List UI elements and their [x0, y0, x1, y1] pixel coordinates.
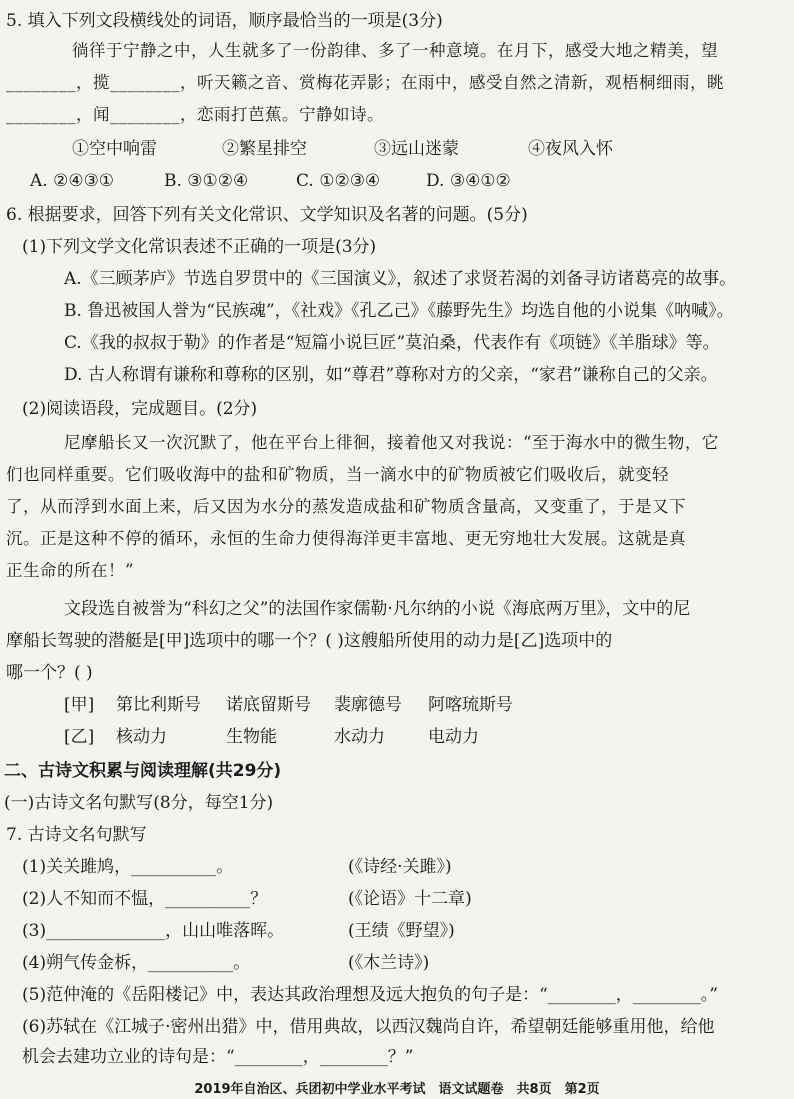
- q5-passage-line: 徜徉于宁静之中，人生就多了一份韵律、多了一种意境。在月下，感受大地之精美，望: [72, 41, 718, 60]
- q5-phrase: ③远山迷蒙: [374, 139, 459, 159]
- recite-item-6-cont: 机会去建功立业的诗句是：“________，________？”: [22, 1047, 414, 1067]
- section-title: 二、古诗文积累与阅读理解(共29分): [4, 761, 282, 781]
- yi-label: [乙]: [64, 727, 95, 747]
- jia-option: 裴廓德号: [334, 695, 402, 715]
- q6-option-c: C.《我的叔叔于勒》的作者是“短篇小说巨匠”莫泊桑，代表作有《项链》《羊脂球》等。: [64, 333, 720, 353]
- q6-excerpt-line: 们也同样重要。它们吸收海中的盐和矿物质，当一滴水中的矿物质被它们吸收后，就变轻: [6, 465, 669, 484]
- recite-source: (《诗经·关雎》): [348, 857, 452, 877]
- q6-sub2: (2)阅读语段，完成题目。(2分): [22, 399, 258, 419]
- recite-item: (2)人不知而不愠，__________？: [22, 889, 268, 909]
- jia-option: 诺底留斯号: [226, 695, 311, 715]
- jia-option: 阿喀琉斯号: [428, 695, 513, 715]
- jia-option: 第比利斯号: [116, 695, 201, 715]
- q5-phrase: ①空中响雷: [72, 139, 157, 159]
- recite-item-6: (6)苏轼在《江城子·密州出猎》中，借用典故，以西汉魏尚自许，希望朝廷能够重用他，给他: [22, 1017, 715, 1037]
- q6-excerpt-line: 了，从而浮到水面上来，后又因为水分的蒸发造成盐和矿物质含量高，又变重了，于是又下: [6, 497, 686, 516]
- q5-stem: 5. 填入下列文段横线处的词语，顺序最恰当的一项是(3分): [6, 11, 443, 31]
- page-footer: 2019年自治区、兵团初中学业水平考试 语文试题卷 共8页 第2页: [194, 1082, 600, 1097]
- q6-question-line: 哪一个？( ): [6, 663, 93, 683]
- q5-phrase: ②繁星排空: [222, 139, 307, 159]
- recite-item-5: (5)范仲淹的《岳阳楼记》中，表达其政治理想及远大抱负的句子是：“________，________。”: [22, 985, 718, 1005]
- q6-excerpt-line: 尼摩船长又一次沉默了，他在平台上徘徊，接着他又对我说：“至于海水中的微生物，它: [64, 433, 719, 452]
- q6-excerpt-line: 沉。正是这种不停的循环，永恒的生命力使得海洋更丰富地、更无穷地壮大发展。这就是真: [6, 529, 686, 548]
- q6-option-b: B. 鲁迅被国人誉为“民族魂”，《社戏》《孔乙己》《藤野先生》均选自他的小说集《呐喊》。: [64, 301, 734, 321]
- jia-label: [甲]: [64, 695, 95, 715]
- q5-choice-b: B. ③①②④: [164, 171, 249, 191]
- q5-passage-line: ________，闻________，恋雨打芭蕉。宁静如诗。: [6, 105, 384, 124]
- q5-passage-line: ________，揽________，听天籁之音、赏梅花弄影；在雨中，感受自然之清新，观梧桐细雨，眺: [6, 73, 724, 92]
- yi-option: 生物能: [226, 727, 277, 747]
- recite-source: (《木兰诗》): [348, 953, 430, 973]
- q5-choice-d: D. ③④①②: [426, 171, 511, 191]
- q6-sub1: (1)下列文学文化常识表述不正确的一项是(3分): [22, 237, 377, 257]
- q6-question-line: 文段选自被誉为“科幻之父”的法国作家儒勒·凡尔纳的小说《海底两万里》，文中的尼: [64, 599, 691, 619]
- q6-stem: 6. 根据要求，回答下列有关文化常识、文学知识及名著的问题。(5分): [6, 205, 528, 225]
- q6-excerpt-line: 正生命的所在！”: [6, 561, 134, 580]
- q6-option-a: A.《三顾茅庐》节选自罗贯中的《三国演义》，叙述了求贤若渴的刘备寻访诸葛亮的故事。: [64, 269, 737, 289]
- recite-source: (王绩《野望》): [348, 921, 455, 941]
- q7-stem: 7. 古诗文名句默写: [6, 825, 147, 845]
- yi-option: 电动力: [428, 727, 479, 747]
- yi-option: 核动力: [116, 727, 167, 747]
- q6-question-line: 摩船长驾驶的潜艇是[甲]选项中的哪一个？( )这艘船所使用的动力是[乙]选项中的: [6, 631, 613, 651]
- q5-phrase: ④夜风入怀: [528, 139, 613, 159]
- recite-item: (1)关关雎鸠，__________。: [22, 857, 234, 877]
- recite-source: (《论语》十二章): [348, 889, 472, 909]
- q5-choice-c: C. ①②③④: [296, 171, 381, 191]
- yi-option: 水动力: [334, 727, 385, 747]
- part-title: (一)古诗文名句默写(8分，每空1分): [4, 793, 274, 813]
- q5-choice-a: A. ②④③①: [30, 171, 115, 191]
- q6-option-d: D. 古人称谓有谦称和尊称的区别，如“尊君”尊称对方的父亲，“家君”谦称自己的父亲。: [64, 365, 718, 385]
- recite-item: (4)朔气传金柝，__________。: [22, 953, 251, 973]
- recite-item: (3)______________，山山唯落晖。: [22, 921, 285, 941]
